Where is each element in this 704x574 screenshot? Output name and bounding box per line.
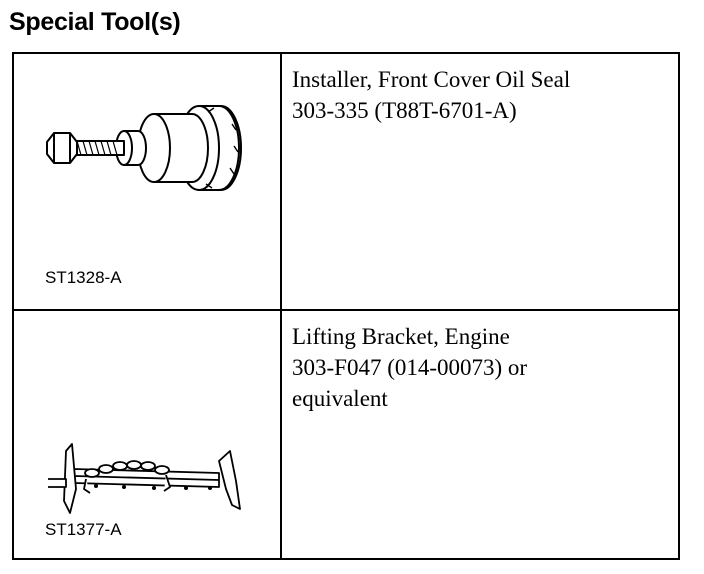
engine-lifting-bracket-icon <box>14 311 280 511</box>
tool-part-number: 303-335 (T88T-6701-A) <box>292 98 517 123</box>
tool-part-number: 303-F047 (014-00073) or <box>292 355 528 380</box>
tool-name: Lifting Bracket, Engine <box>292 324 510 349</box>
illustration-code: ST1328-A <box>45 268 122 287</box>
illustration-code: ST1377-A <box>45 520 122 539</box>
page-title: Special Tool(s) <box>9 8 181 36</box>
tool-illustration-cell <box>14 311 280 558</box>
tool-description-cell <box>292 64 668 126</box>
tool-name: Installer, Front Cover Oil Seal <box>292 67 571 92</box>
tool-equivalent-note: equivalent <box>292 386 388 411</box>
table-row <box>14 54 678 309</box>
tool-illustration-cell <box>14 54 280 309</box>
oil-seal-installer-icon <box>14 54 280 254</box>
special-tools-table <box>12 52 680 560</box>
table-row <box>14 311 678 558</box>
tool-description-cell <box>292 321 668 414</box>
